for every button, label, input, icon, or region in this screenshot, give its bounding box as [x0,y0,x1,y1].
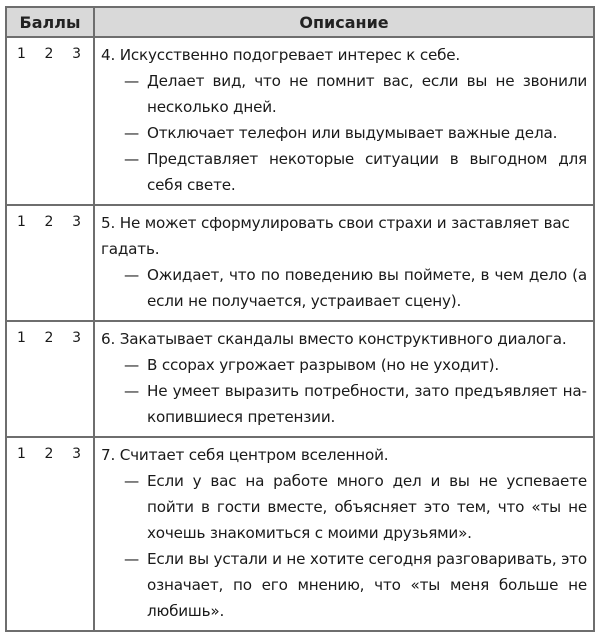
score-option[interactable]: 2 [44,446,54,462]
score-options [7,206,93,230]
item-title: 5. Не может сформулировать свои страхи и заставляет вас гадать. [101,214,570,258]
scores-cell [6,37,94,205]
score-option[interactable]: 2 [44,46,54,62]
sub-item-text: Отключает телефон или выдумывает важные дела. [147,124,558,142]
sub-item-text: Если вы устали и не хотите сегодня разговаривать, это означает, по его мнению, что «ты меня больше не любишь». [147,550,587,620]
dash-bullet: — [124,266,139,284]
description-cell [94,205,594,321]
item-title: 7. Считает себя центром вселенной. [101,446,389,464]
description-cell [94,37,594,205]
sub-item-text: В ссорах угрожает разрывом (но не уходит). [147,356,500,374]
table-row [6,37,594,205]
dash-bullet: — [124,150,139,168]
sub-item-text: Представляет некоторые ситуации в выгодном для себя свете. [147,150,587,194]
sub-item [101,146,587,198]
score-options [7,38,93,62]
sub-item-text: Ожидает, что по поведению вы поймете, в чем дело (а если не получается, устраивает сцену). [147,266,587,310]
sub-item [101,378,587,430]
sub-item-text: Не умеет выразить потребности, зато предъявляет накопившиеся претензии. [147,382,587,426]
item-title: 6. Закатывает скандалы вместо конструктивного диалога. [101,330,567,348]
score-option[interactable]: 2 [44,214,54,230]
scores-cell [6,205,94,321]
sub-item [101,68,587,120]
sub-item [101,120,587,146]
score-option[interactable]: 3 [72,214,81,230]
header-row [6,7,594,37]
score-options [7,438,93,462]
score-option[interactable]: 1 [17,446,26,462]
score-option[interactable]: 3 [72,330,81,346]
table-row [6,437,594,631]
header-scores: Баллы [6,7,94,37]
sub-item [101,352,587,378]
score-option[interactable]: 3 [72,446,81,462]
sub-item [101,468,587,546]
dash-bullet: — [124,382,139,400]
description-cell [94,321,594,437]
header-description: Описание [94,7,594,37]
score-option[interactable]: 2 [44,330,54,346]
dash-bullet: — [124,550,139,568]
sub-item [101,262,587,314]
scores-cell [6,321,94,437]
score-option[interactable]: 1 [17,46,26,62]
scores-cell [6,437,94,631]
sub-item-text: Если у вас на работе много дел и вы не успеваете пойти в гости вместе, объясняет это тем, что «ты не хочешь знакомиться с моими друзьями». [147,472,587,542]
description-cell [94,437,594,631]
sub-item [101,546,587,624]
score-option[interactable]: 1 [17,214,26,230]
table-row [6,205,594,321]
score-option[interactable]: 3 [72,46,81,62]
item-title: 4. Искусственно подогревает интерес к себе. [101,46,461,64]
score-options [7,322,93,346]
score-option[interactable]: 1 [17,330,26,346]
dash-bullet: — [124,472,139,490]
scores-table [5,6,595,632]
dash-bullet: — [124,356,139,374]
dash-bullet: — [124,72,139,90]
dash-bullet: — [124,124,139,142]
sub-item-text: Делает вид, что не помнит вас, если вы не звонили несколько дней. [147,72,587,116]
table-row [6,321,594,437]
